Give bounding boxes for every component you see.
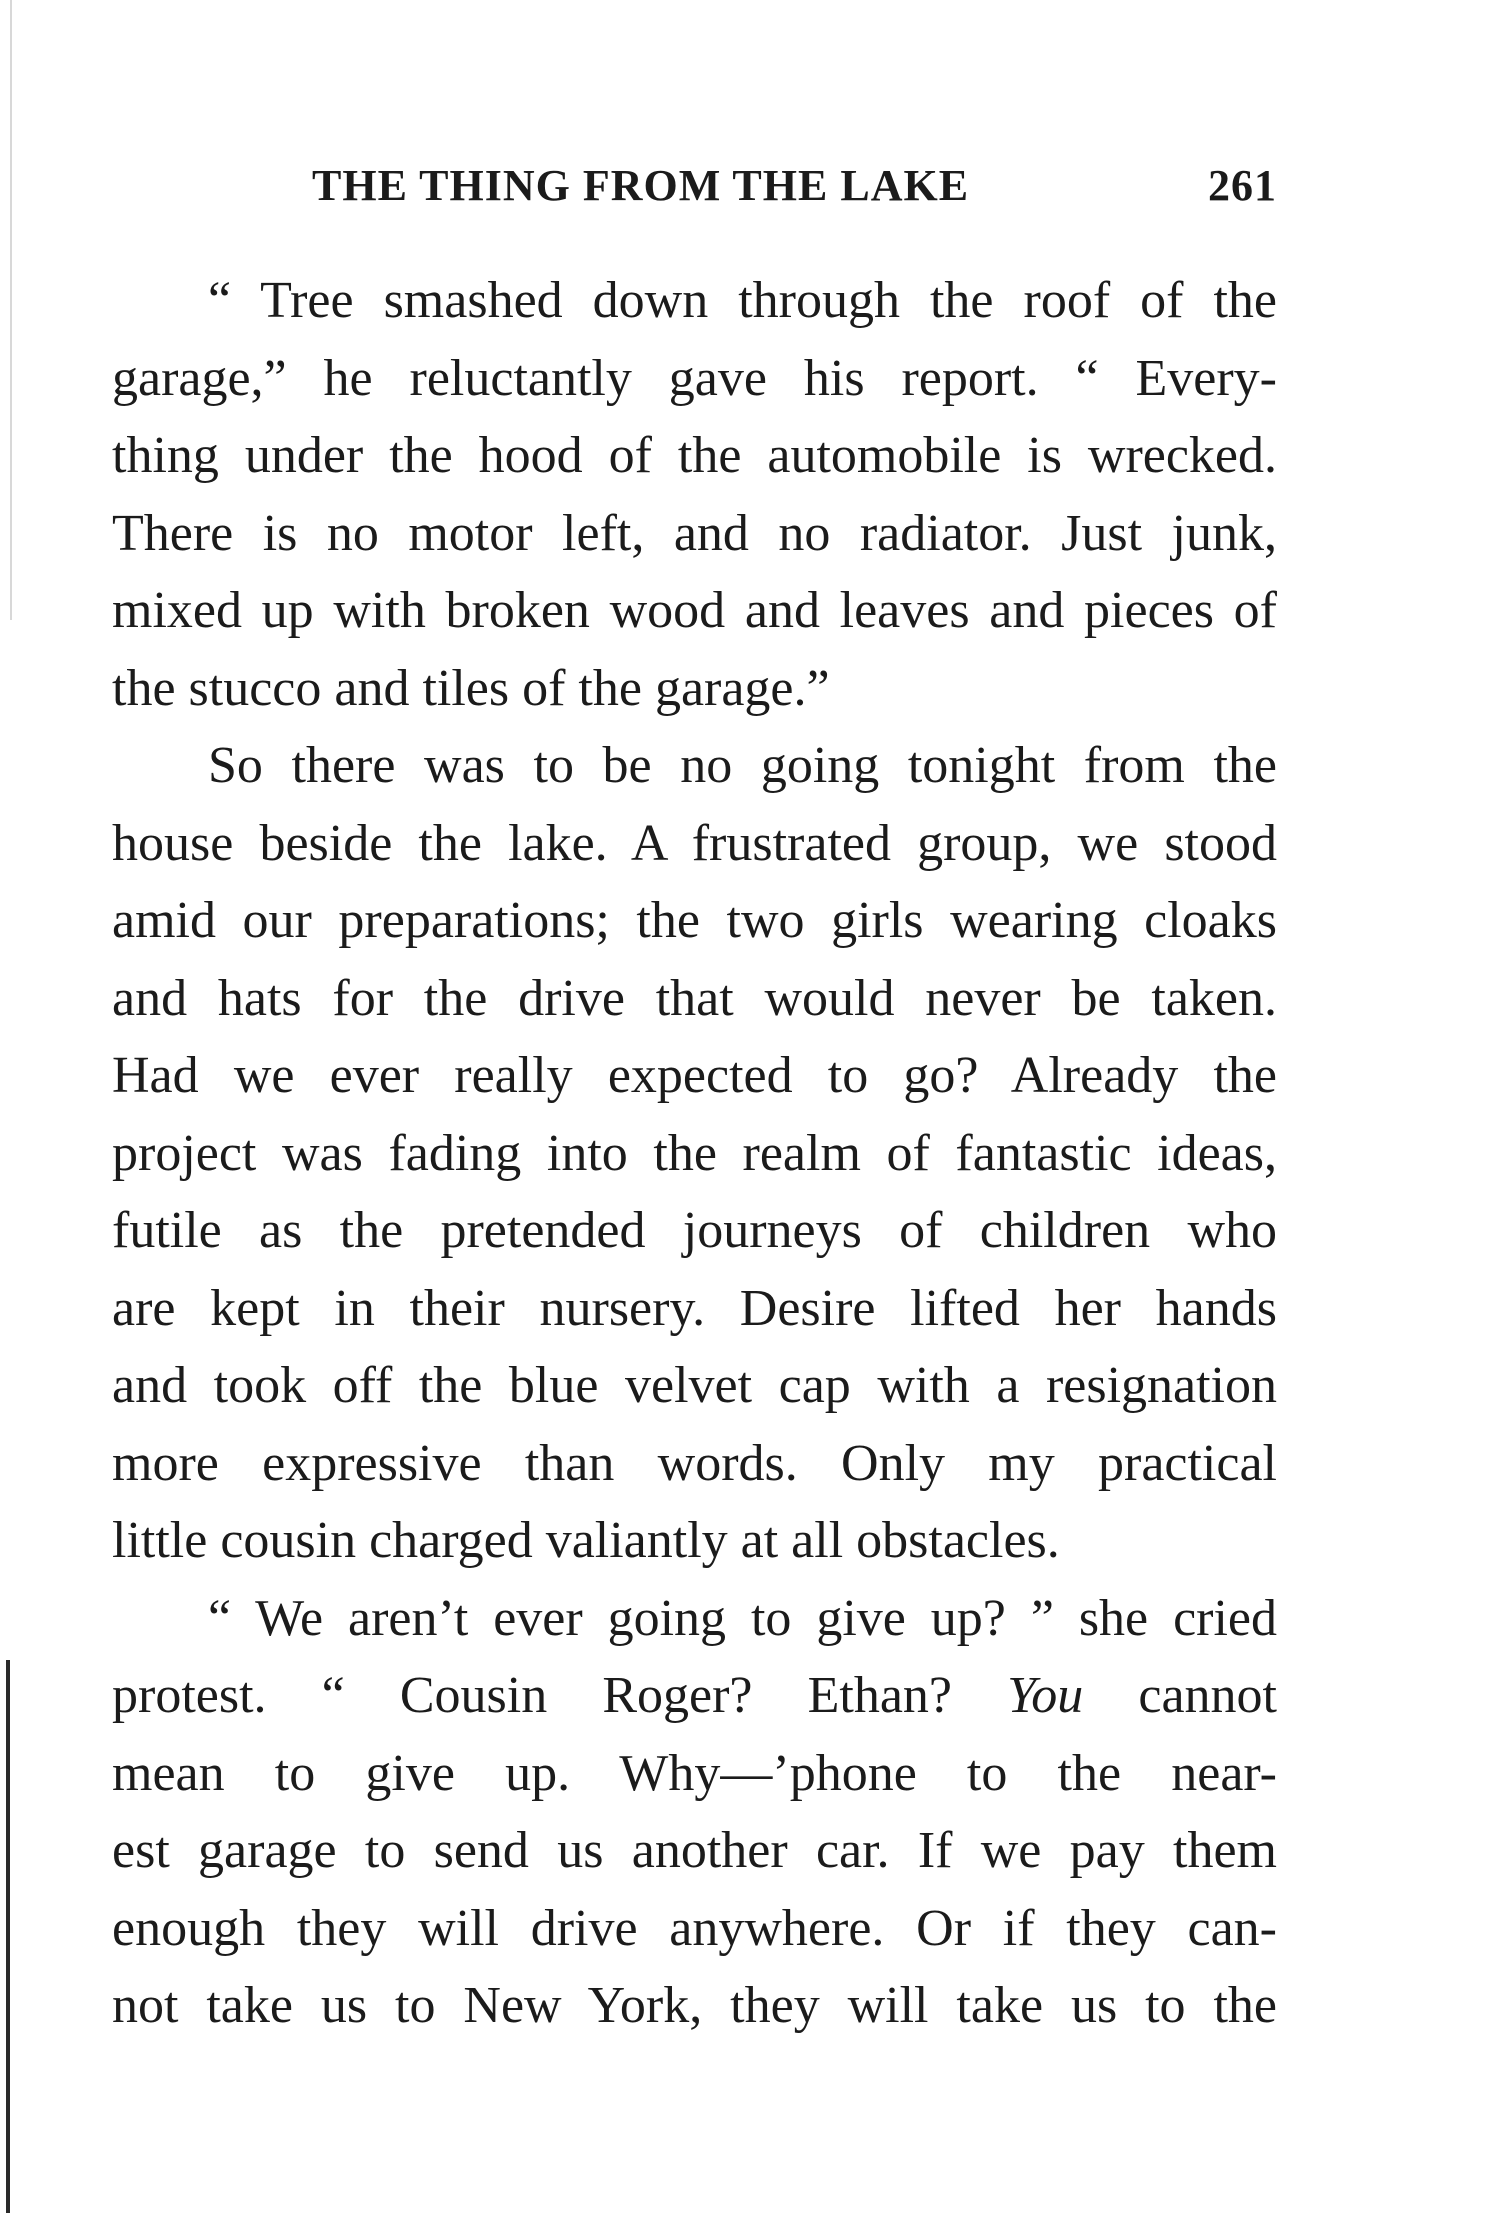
- running-head: [112, 160, 1277, 220]
- text-line: little cousin charged valiantly at all obstacles.: [112, 1512, 1060, 1569]
- text-line: protest. “ Cousin Roger? Ethan? You cannot: [112, 1667, 1277, 1724]
- text-line: mixed up with broken wood and leaves and pieces of: [112, 582, 1277, 639]
- text-line: “ Tree smashed down through the roof of the: [208, 272, 1277, 329]
- text-line: project was fading into the realm of fantastic ideas,: [112, 1124, 1277, 1182]
- text-line: garage,” he reluctantly gave his report. “ Every-: [112, 349, 1277, 407]
- text-line: thing under the hood of the automobile is wrecked.: [112, 427, 1277, 484]
- scan-edge-speck: [10, 0, 12, 620]
- running-title: THE THING FROM THE LAKE: [312, 161, 970, 210]
- text-line: Had we ever really expected to go? Already the: [112, 1047, 1277, 1104]
- text-line: amid our preparations; the two girls wearing cloaks: [112, 892, 1277, 949]
- body-text: [112, 262, 1277, 2045]
- binding-shadow: [6, 1660, 10, 2213]
- text-line: There is no motor left, and no radiator. Just junk,: [112, 504, 1277, 562]
- text-line: est garage to send us another car. If we pay them: [112, 1822, 1277, 1879]
- text-line: “ We aren’t ever going to give up? ” she cried: [208, 1589, 1277, 1647]
- text-line: the stucco and tiles of the garage.”: [112, 659, 830, 717]
- text-line: and hats for the drive that would never be taken.: [112, 969, 1277, 1027]
- text-line: house beside the lake. A frustrated group, we stood: [112, 814, 1277, 872]
- text-line: futile as the pretended journeys of children who: [112, 1202, 1277, 1259]
- text-line: and took off the blue velvet cap with a resignation: [112, 1357, 1277, 1414]
- text-line: not take us to New York, they will take us to the: [112, 1977, 1277, 2034]
- text-line: are kept in their nursery. Desire lifted her hands: [112, 1279, 1277, 1337]
- text-line: enough they will drive anywhere. Or if they can-: [112, 1899, 1277, 1957]
- text-line: more expressive than words. Only my practical: [112, 1434, 1277, 1492]
- page-number: 261: [1208, 161, 1277, 210]
- text-line: So there was to be no going tonight from the: [208, 737, 1277, 794]
- text-line: mean to give up. Why—’phone to the near-: [112, 1744, 1277, 1802]
